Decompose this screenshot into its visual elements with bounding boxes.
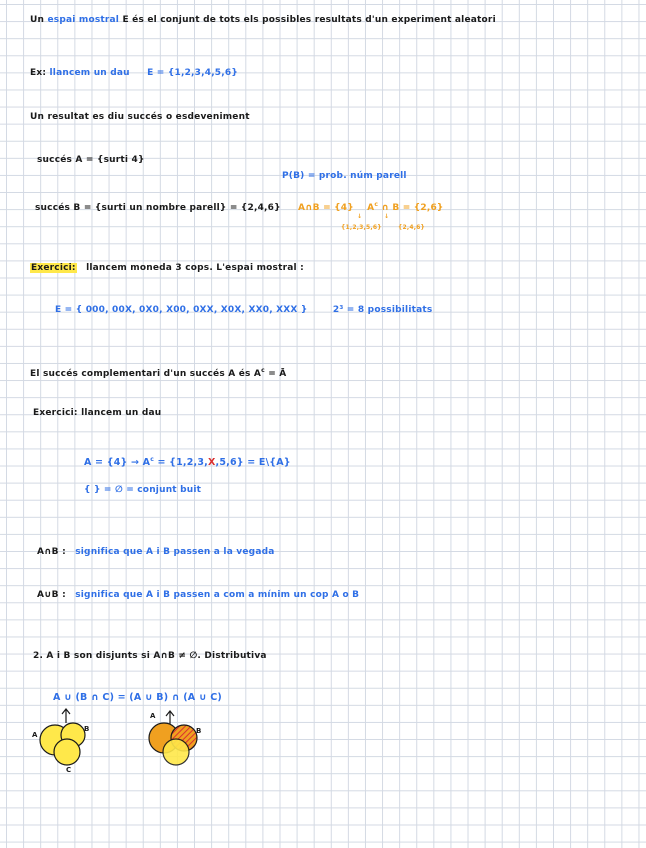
line-probability-b: P(B) = prob. núm parell	[282, 171, 407, 181]
sample-space-set: E = {1,2,3,4,5,6}	[147, 68, 238, 78]
arrow-down-icon: ↓	[384, 213, 390, 220]
distributive-law: A ∪ (B ∩ C) = (A ∪ B) ∩ (A ∪ C)	[53, 692, 222, 703]
line-exercise-die: Exercici: llancem un dau	[33, 408, 162, 418]
text: El succés complementari d'un succés A és A	[30, 369, 262, 379]
exercise-text: llancem moneda 3 cops. L'espai mostral :	[86, 263, 304, 273]
text: A∩B :	[37, 547, 66, 557]
venn-circle-c	[54, 739, 80, 765]
venn-diagram-left	[40, 709, 85, 765]
line-result-definition: Un resultat es diu succés o esdeveniment	[30, 112, 250, 122]
venn-label-b: B	[84, 725, 90, 733]
exercise-label: Exercici:	[31, 263, 76, 273]
crossed-out-mark: X	[207, 457, 216, 469]
possibilities-count: 2³ = 8 possibilitats	[332, 305, 433, 315]
line-event-b: succés B = {surti un nombre parell} = {2,4,6}	[35, 203, 281, 213]
text: significa que A i B passen a la vegada	[75, 547, 275, 557]
text: = {1,2,3,	[157, 457, 208, 469]
example-label: Ex:	[30, 68, 47, 78]
text: ,5,6} = E\{A}	[215, 457, 291, 469]
set-a: A	[367, 203, 375, 213]
text: A = {4} → A	[84, 457, 151, 469]
complement-set: {1,2,3,5,6}	[341, 224, 382, 231]
superscript-c: c	[374, 201, 379, 208]
set-b: {2,4,6}	[398, 224, 426, 231]
intersection-symbol: ∩	[381, 203, 389, 213]
venn-diagram-right	[149, 711, 197, 765]
venn-circle-c	[163, 739, 189, 765]
intersection-ab: A∩B = {4}	[298, 203, 354, 213]
result-set: B = {2,6}	[392, 203, 444, 213]
venn-label-a: A	[150, 712, 156, 720]
superscript-c: c	[261, 367, 265, 374]
term-sample-space: espai mostral	[47, 15, 120, 25]
venn-label-a: A	[32, 731, 38, 739]
text: Un	[30, 15, 45, 25]
coin-outcomes-set: E = { 000, 00X, 0X0, X00, 0XX, X0X, XX0, XXX }	[55, 305, 308, 315]
example-text: llancem un dau	[49, 68, 130, 78]
text: A∪B :	[37, 590, 66, 600]
text: és el conjunt de tots els possibles resultats d'un experiment aleatori	[132, 15, 496, 25]
arrow-down-icon: ↓	[357, 213, 363, 220]
complement-bar: = Ā	[268, 369, 287, 379]
line-empty-set: { } = ∅ = conjunt buit	[84, 485, 202, 495]
line-event-a: succés A = {surti 4}	[37, 155, 145, 165]
line-disjoint-distributive: 2. A i B son disjunts si A∩B ≠ ∅. Distributiva	[33, 651, 267, 661]
venn-label-c: C	[66, 766, 72, 774]
venn-label-b: B	[196, 727, 202, 735]
text: significa que A i B passen a com a mínim un cop A o B	[75, 590, 360, 600]
symbol-e: E	[122, 15, 129, 25]
superscript-c: c	[150, 456, 154, 463]
